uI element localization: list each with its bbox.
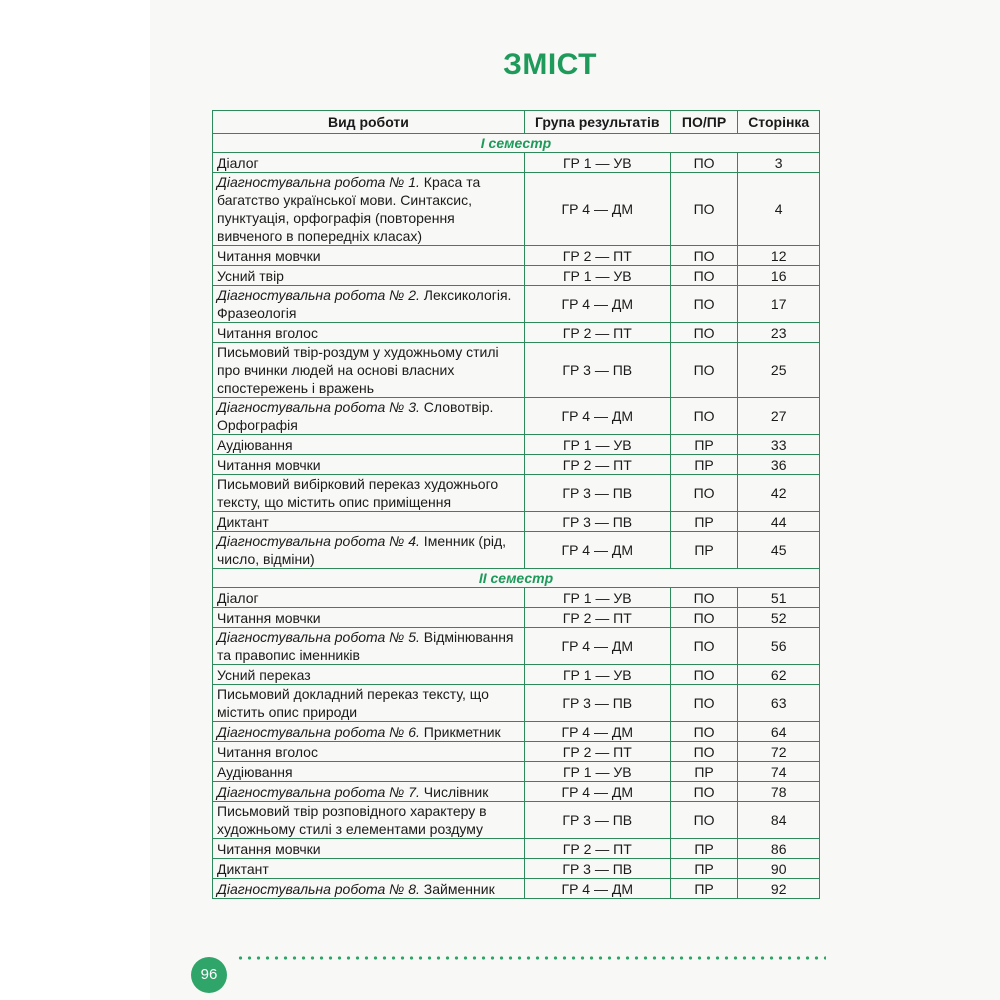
page-cell: 3 [738,153,820,173]
page-number: 96 [191,957,227,993]
work-type-text: Читання мовчки [217,247,321,264]
work-type-cell [213,475,525,512]
work-type-text: Диктант [217,513,269,530]
table-row [213,742,820,762]
work-type-cell [213,588,525,608]
work-type-text: Письмовий твір розповідного характеру в художньому стилі з елементами роздуму [217,803,487,837]
group-cell: ГР 1 — УВ [524,588,670,608]
page-cell: 4 [738,173,820,246]
group-cell: ГР 4 — ДМ [524,879,670,899]
work-type-text: Диктант [217,860,269,877]
page-cell: 86 [738,839,820,859]
work-type-text: Лексикологія. Фразеологія [217,287,512,321]
work-type-cell [213,722,525,742]
work-type-text: Читання мовчки [217,456,321,473]
group-cell: ГР 2 — ПТ [524,742,670,762]
popr-cell: ПР [670,435,738,455]
work-type-text: Усний переказ [217,666,311,683]
work-type-cell [213,512,525,532]
page-cell: 44 [738,512,820,532]
page-title: ЗМІСТ [503,48,597,81]
contents-table [212,110,820,899]
work-type-cell [213,286,525,323]
table-row [213,532,820,569]
work-type-cell [213,343,525,398]
work-type-text: Читання вголос [217,324,318,341]
table-row [213,665,820,685]
group-cell: ГР 1 — УВ [524,762,670,782]
group-cell: ГР 2 — ПТ [524,455,670,475]
header-popr: ПО/ПР [670,111,738,134]
work-type-cell [213,802,525,839]
table-row [213,628,820,665]
work-type-emphasis: Діагностувальна робота № 6. [217,723,420,740]
table-row [213,343,820,398]
work-type-cell [213,742,525,762]
group-cell: ГР 2 — ПТ [524,839,670,859]
work-type-text: Читання вголос [217,743,318,760]
group-cell: ГР 1 — УВ [524,435,670,455]
popr-cell: ПО [670,722,738,742]
group-cell: ГР 4 — ДМ [524,173,670,246]
group-cell: ГР 4 — ДМ [524,398,670,435]
semester-row [213,569,820,588]
page-cell: 27 [738,398,820,435]
work-type-text: Числівник [419,783,489,800]
work-type-emphasis: Діагностувальна робота № 7. [217,783,420,800]
work-type-text: Усний твір [217,267,284,284]
work-type-cell [213,782,525,802]
semester-label: І семестр [213,134,820,153]
work-type-cell [213,839,525,859]
popr-cell: ПР [670,532,738,569]
group-cell: ГР 1 — УВ [524,665,670,685]
group-cell: ГР 2 — ПТ [524,323,670,343]
table-row [213,722,820,742]
work-type-cell [213,665,525,685]
table-row [213,153,820,173]
page-cell: 92 [738,879,820,899]
work-type-text: Письмовий докладний переказ тексту, що містить опис природи [217,686,489,720]
group-cell: ГР 2 — ПТ [524,608,670,628]
popr-cell: ПО [670,246,738,266]
popr-cell: ПО [670,343,738,398]
page-cell: 45 [738,532,820,569]
table-row [213,782,820,802]
popr-cell: ПО [670,153,738,173]
table-row [213,173,820,246]
popr-cell: ПО [670,588,738,608]
table-row [213,839,820,859]
group-cell: ГР 3 — ПВ [524,475,670,512]
work-type-emphasis: Діагностувальна робота № 3. [217,399,420,415]
work-type-cell [213,762,525,782]
work-type-text: Читання мовчки [217,840,321,857]
group-cell: ГР 4 — ДМ [524,722,670,742]
work-type-cell [213,628,525,665]
work-type-emphasis: Діагностувальна робота № 4. [217,533,420,549]
work-type-text: Письмовий вибірковий переказ художнього тексту, що містить опис приміщення [217,476,499,510]
popr-cell: ПР [670,839,738,859]
work-type-emphasis: Діагностувальна робота № 8. [217,880,420,897]
page-cell: 25 [738,343,820,398]
table-row [213,455,820,475]
page-cell: 84 [738,802,820,839]
page-cell: 36 [738,455,820,475]
table-header-row [213,111,820,134]
table-row [213,398,820,435]
popr-cell: ПО [670,665,738,685]
table-row [213,762,820,782]
popr-cell: ПР [670,859,738,879]
table-row [213,435,820,455]
header-group: Група результатів [524,111,670,134]
group-cell: ГР 2 — ПТ [524,246,670,266]
work-type-cell [213,685,525,722]
work-type-emphasis: Діагностувальна робота № 2. [217,287,420,303]
page-cell: 90 [738,859,820,879]
semester-row [213,134,820,153]
popr-cell: ПО [670,266,738,286]
page-cell: 12 [738,246,820,266]
table-row [213,588,820,608]
work-type-cell [213,323,525,343]
popr-cell: ПР [670,512,738,532]
header-work: Вид роботи [213,111,525,134]
table-row [213,512,820,532]
table-row [213,859,820,879]
work-type-cell [213,879,525,899]
page-cell: 64 [738,722,820,742]
work-type-text: Діалог [217,589,259,606]
popr-cell: ПР [670,879,738,899]
work-type-cell [213,246,525,266]
page-cell: 62 [738,665,820,685]
popr-cell: ПР [670,455,738,475]
work-type-text: Аудіювання [217,436,293,453]
group-cell: ГР 1 — УВ [524,153,670,173]
work-type-text: Іменник (рід, число, відміни) [217,533,507,567]
popr-cell: ПО [670,742,738,762]
work-type-text: Аудіювання [217,763,293,780]
popr-cell: ПО [670,608,738,628]
work-type-cell [213,398,525,435]
group-cell: ГР 4 — ДМ [524,782,670,802]
group-cell: ГР 4 — ДМ [524,286,670,323]
dotted-divider [236,956,826,960]
work-type-emphasis: Діагностувальна робота № 1. [217,174,420,190]
group-cell: ГР 4 — ДМ [524,532,670,569]
table-row [213,475,820,512]
page-cell: 33 [738,435,820,455]
table-body [213,134,820,899]
work-type-text: Краса та багатство української мови. Синтаксис, пунктуація, орфографія (повторення вивченого в попередніх класах) [217,174,481,244]
table-row [213,685,820,722]
semester-label: ІІ семестр [213,569,820,588]
popr-cell: ПО [670,782,738,802]
page-cell: 23 [738,323,820,343]
work-type-emphasis: Діагностувальна робота № 5. [217,629,420,645]
group-cell: ГР 3 — ПВ [524,512,670,532]
work-type-text: Діалог [217,154,259,171]
work-type-cell [213,455,525,475]
page-cell: 16 [738,266,820,286]
page-cell: 52 [738,608,820,628]
group-cell: ГР 3 — ПВ [524,685,670,722]
table-row [213,323,820,343]
work-type-text: Займенник [419,880,495,897]
popr-cell: ПО [670,286,738,323]
page-cell: 72 [738,742,820,762]
work-type-text: Письмовий твір-роздум у художньому стилі про вчинки людей на основі власних спостережень і вражень [217,344,499,396]
group-cell: ГР 3 — ПВ [524,343,670,398]
work-type-cell [213,435,525,455]
work-type-cell [213,608,525,628]
table-row [213,266,820,286]
popr-cell: ПО [670,475,738,512]
header-page: Сторінка [738,111,820,134]
table-row [213,879,820,899]
work-type-text: Прикметник [419,723,501,740]
popr-cell: ПО [670,173,738,246]
table-row [213,608,820,628]
work-type-text: Відмінювання та правопис іменників [217,629,514,663]
work-type-cell [213,532,525,569]
group-cell: ГР 3 — ПВ [524,802,670,839]
popr-cell: ПО [670,685,738,722]
table-row [213,286,820,323]
group-cell: ГР 1 — УВ [524,266,670,286]
work-type-cell [213,859,525,879]
table-row [213,246,820,266]
page-cell: 42 [738,475,820,512]
popr-cell: ПО [670,628,738,665]
page-cell: 51 [738,588,820,608]
work-type-text: Читання мовчки [217,609,321,626]
page-cell: 74 [738,762,820,782]
work-type-cell [213,173,525,246]
group-cell: ГР 3 — ПВ [524,859,670,879]
page-cell: 17 [738,286,820,323]
work-type-text: Словотвір. Орфографія [217,399,494,433]
work-type-cell [213,153,525,173]
table-row [213,802,820,839]
popr-cell: ПР [670,762,738,782]
page-cell: 63 [738,685,820,722]
work-type-cell [213,266,525,286]
popr-cell: ПО [670,398,738,435]
group-cell: ГР 4 — ДМ [524,628,670,665]
popr-cell: ПО [670,323,738,343]
page-cell: 78 [738,782,820,802]
page-cell: 56 [738,628,820,665]
popr-cell: ПО [670,802,738,839]
